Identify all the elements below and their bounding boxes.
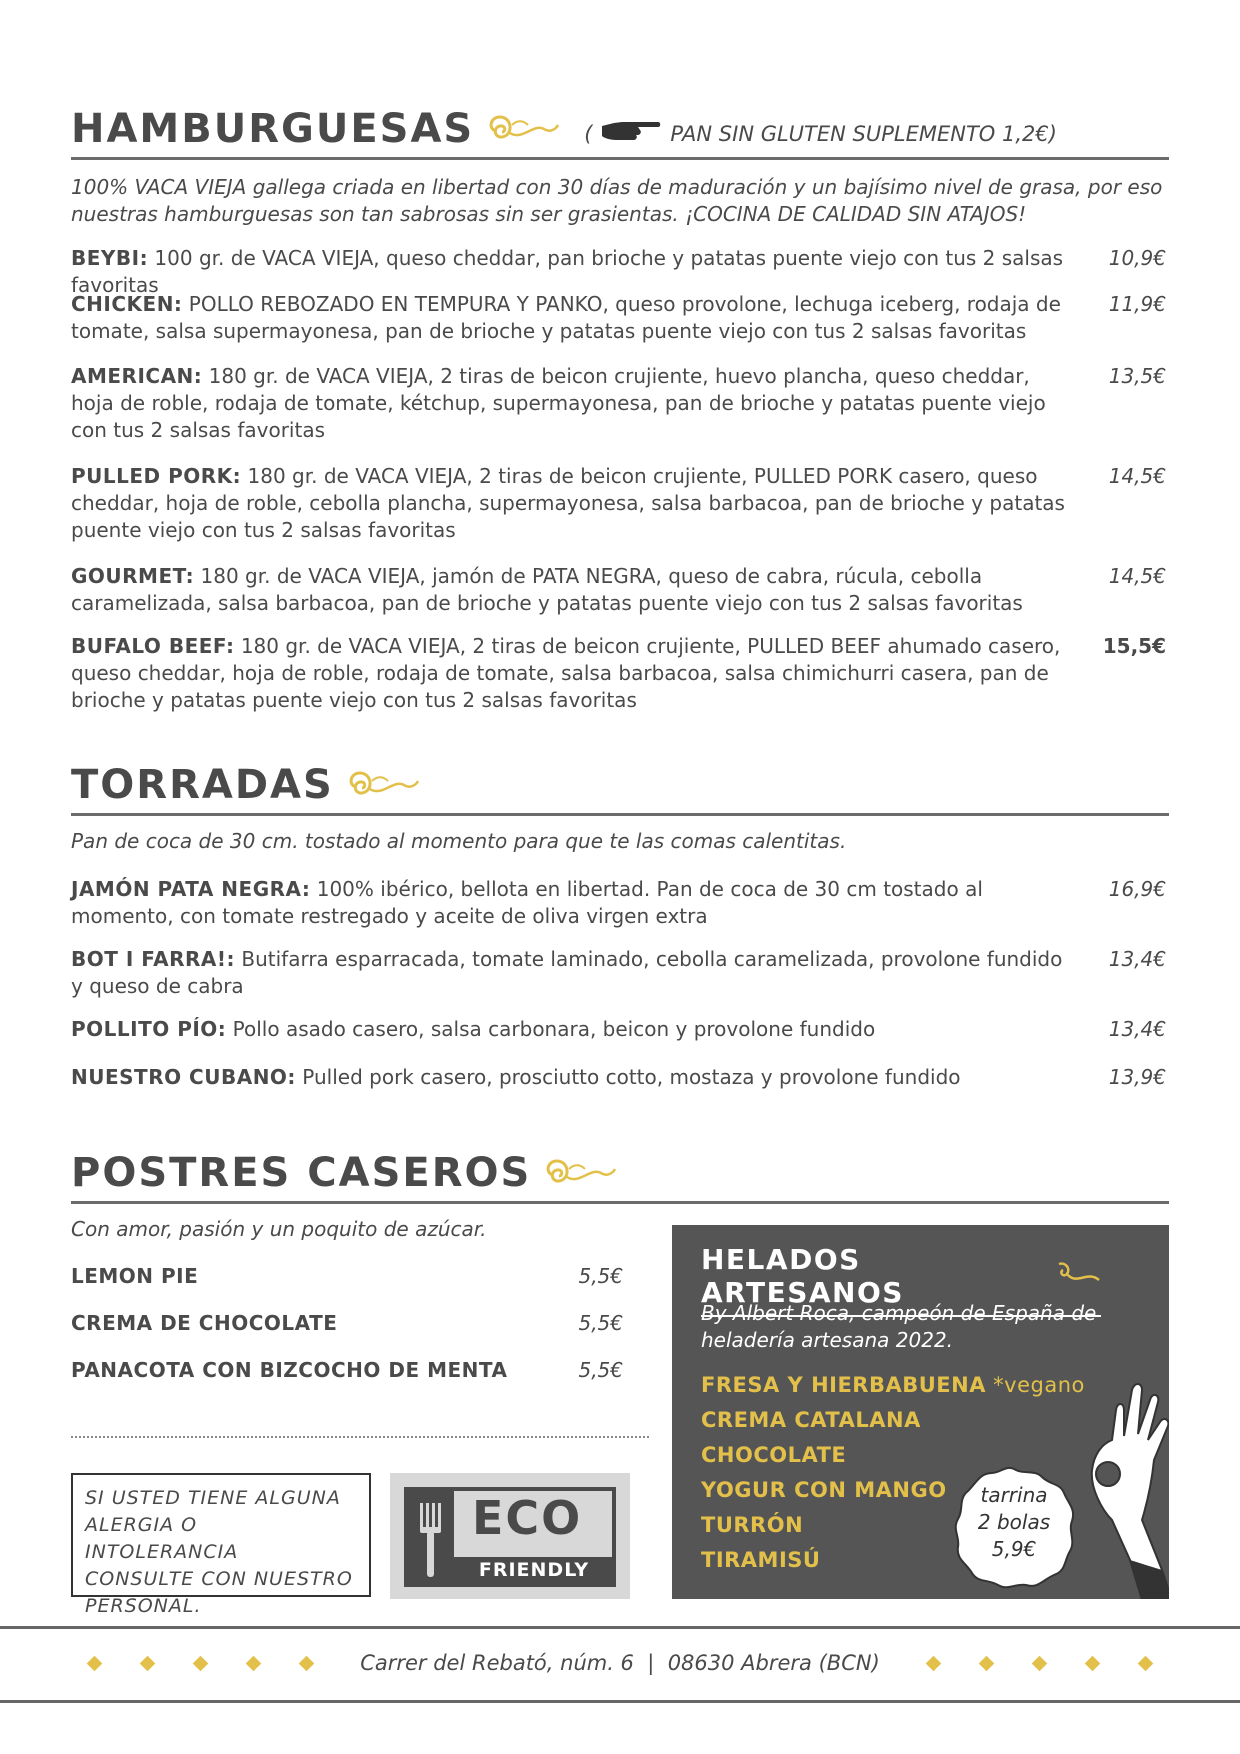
flavor-name: CHOCOLATE xyxy=(701,1443,847,1467)
diamond-icon xyxy=(193,1655,209,1671)
diamond-icon xyxy=(246,1655,262,1671)
dessert-lemon-pie xyxy=(71,1264,623,1288)
flavor-fresa xyxy=(701,1373,1085,1397)
dessert-price: 5,5€ xyxy=(578,1264,623,1288)
item-name: NUESTRO CUBANO: xyxy=(71,1065,296,1089)
item-desc: 180 gr. de VACA VIEJA, jamón de PATA NEGRA, queso de cabra, rúcula, cebolla caramelizada, salsa barbacoa, pan de brioche y patatas puente viejo con tus 2 salsas favoritas xyxy=(71,564,1023,615)
item-price: 13,4€ xyxy=(1108,947,1166,971)
item-name: GOURMET: xyxy=(71,564,195,588)
diamond-row-right xyxy=(928,1658,1151,1669)
dessert-price: 5,5€ xyxy=(578,1311,623,1335)
item-price: 13,5€ xyxy=(1108,364,1166,388)
diamond-row-left xyxy=(89,1658,312,1669)
menu-item-gourmet xyxy=(71,563,1169,617)
item-desc: Pollo asado casero, salsa carbonara, beicon y provolone fundido xyxy=(226,1017,876,1041)
flavor-name: YOGUR CON MANGO xyxy=(701,1478,947,1502)
gold-swirl-icon xyxy=(484,107,560,151)
menu-item-chicken xyxy=(71,291,1169,345)
helados-panel xyxy=(672,1225,1169,1599)
gluten-note xyxy=(584,118,1057,149)
menu-item-pulled-pork xyxy=(71,463,1169,544)
diamond-icon xyxy=(1032,1655,1048,1671)
flavor-tiramisu xyxy=(701,1548,820,1572)
eco-friendly-badge xyxy=(390,1473,630,1599)
item-desc: 180 gr. de VACA VIEJA, 2 tiras de beicon crujiente, PULLED BEEF ahumado casero, queso cheddar, hoja de roble, rodaja de tomate, salsa barbacoa, salsa chimichurri casera, pan de brioche y patatas puente viejo con tus 2 salsas favoritas xyxy=(71,634,1061,712)
item-desc: 100% ibérico, bellota en libertad. Pan de coca de 30 cm tostado al momento, con tomate restregado y aceite de oliva virgen extra xyxy=(71,877,983,928)
item-name: BEYBI: xyxy=(71,246,149,270)
item-name: CHICKEN: xyxy=(71,292,183,316)
helados-title-text: HELADOS ARTESANOS xyxy=(701,1243,904,1309)
flavor-turron xyxy=(701,1513,803,1537)
item-price: 10,9€ xyxy=(1108,246,1166,270)
item-price: 15,5€ xyxy=(1102,634,1166,658)
dessert-name: CREMA DE CHOCOLATE xyxy=(71,1311,338,1335)
item-price: 14,5€ xyxy=(1108,464,1166,488)
diamond-icon xyxy=(87,1655,103,1671)
gold-swirl-icon xyxy=(1055,1258,1101,1295)
diamond-icon xyxy=(979,1655,995,1671)
flavor-name: CREMA CATALANA xyxy=(701,1408,921,1432)
section-title: TORRADAS xyxy=(71,761,334,808)
menu-item-bufalo-beef xyxy=(71,633,1169,714)
item-name: PULLED PORK: xyxy=(71,464,242,488)
item-desc: 180 gr. de VACA VIEJA, 2 tiras de beicon crujiente, PULLED PORK casero, queso cheddar, hoja de roble, cebolla plancha, supermayonesa, salsa barbacoa, pan de brioche y patatas puente viejo con tus 2 salsas favoritas xyxy=(71,464,1065,542)
allergy-notice xyxy=(71,1473,371,1617)
diamond-icon xyxy=(299,1655,315,1671)
flavor-note: *vegano xyxy=(985,1373,1085,1397)
item-name: POLLITO PÍO: xyxy=(71,1017,227,1041)
gluten-open: ( xyxy=(584,121,593,146)
diamond-icon xyxy=(926,1655,942,1671)
item-desc: Pulled pork casero, prosciutto cotto, mostaza y provolone fundido xyxy=(295,1065,961,1089)
helados-intro: By Albert Roca, campeón de España de heladería artesana 2022. xyxy=(701,1301,1097,1352)
eco-word: ECO xyxy=(472,1491,583,1545)
flavor-name: TURRÓN xyxy=(701,1513,804,1537)
torradas-intro: Pan de coca de 30 cm. tostado al momento para que te las comas calentitas. xyxy=(71,829,847,853)
gold-swirl-icon xyxy=(344,763,420,807)
allergy-line: PERSONAL. xyxy=(85,1595,202,1617)
dessert-name: PANACOTA CON BIZCOCHO DE MENTA xyxy=(71,1358,508,1382)
price-badge-text xyxy=(950,1482,1078,1563)
menu-item-bot-i-farra xyxy=(71,946,1169,1000)
section-header-postres xyxy=(71,1144,1169,1204)
item-name: BUFALO BEEF: xyxy=(71,634,235,658)
badge-line: tarrina xyxy=(980,1483,1048,1507)
allergy-line: CONSULTE CON NUESTRO xyxy=(85,1568,353,1590)
flavor-crema-catalana xyxy=(701,1408,921,1432)
dessert-name: LEMON PIE xyxy=(71,1264,199,1288)
item-desc: 180 gr. de VACA VIEJA, 2 tiras de beicon crujiente, huevo plancha, queso cheddar, hoja de roble, rodaja de tomate, kétchup, supermayonesa, pan de brioche y patatas puente viejo con tus 2 salsas favoritas xyxy=(71,364,1046,442)
gluten-text: PAN SIN GLUTEN SUPLEMENTO 1,2€) xyxy=(670,121,1057,146)
ok-hand-icon xyxy=(1072,1370,1169,1599)
section-header-torradas xyxy=(71,756,1169,816)
allergy-line: SI USTED TIENE ALGUNA xyxy=(85,1487,341,1509)
section-title: POSTRES CASEROS xyxy=(71,1149,532,1196)
item-desc: POLLO REBOZADO EN TEMPURA Y PANKO, queso provolone, lechuga iceberg, rodaja de tomate, salsa supermayonesa, pan de brioche y patatas puente viejo con tus 2 salsas favoritas xyxy=(71,292,1061,343)
badge-line: 5,9€ xyxy=(991,1537,1037,1561)
footer-rule-bottom xyxy=(0,1700,1240,1703)
dessert-price: 5,5€ xyxy=(578,1358,623,1382)
dessert-panacota xyxy=(71,1358,623,1382)
menu-item-jamon-pata-negra xyxy=(71,876,1169,930)
section-title: HAMBURGUESAS xyxy=(71,105,475,152)
menu-item-pollito-pio xyxy=(71,1016,1169,1043)
item-name: BOT I FARRA!: xyxy=(71,947,235,971)
item-desc: Butifarra esparracada, tomate laminado, cebolla caramelizada, provolone fundido y queso de cabra xyxy=(71,947,1063,998)
postres-intro: Con amor, pasión y un poquito de azúcar. xyxy=(71,1217,487,1241)
item-price: 11,9€ xyxy=(1108,292,1166,316)
item-price: 16,9€ xyxy=(1108,877,1166,901)
gold-swirl-icon xyxy=(541,1151,617,1195)
dotted-divider xyxy=(71,1436,649,1438)
item-price: 13,4€ xyxy=(1108,1017,1166,1041)
menu-item-american xyxy=(71,363,1169,444)
item-desc: 100 gr. de VACA VIEJA, queso cheddar, pan brioche y patatas puente viejo con tus 2 salsas favoritas xyxy=(71,246,1064,297)
hamburguesas-intro: 100% VACA VIEJA gallega criada en libertad con 30 días de maduración y un bajísimo nivel de grasa, por eso nuestras hamburguesas son tan sabrosas sin ser grasientas. ¡COCINA DE CALIDAD SIN ATAJOS! xyxy=(71,175,1163,226)
pointing-hand-icon xyxy=(600,118,662,149)
item-name: AMERICAN: xyxy=(71,364,203,388)
footer-address: Carrer del Rebató, núm. 6 | 08630 Abrera (BCN) xyxy=(360,1651,880,1675)
flavor-chocolate xyxy=(701,1443,846,1467)
diamond-icon xyxy=(1138,1655,1154,1671)
section-header-hamburguesas xyxy=(71,100,1169,160)
footer xyxy=(0,1628,1240,1698)
eco-sub: FRIENDLY xyxy=(478,1559,590,1581)
dessert-crema-de-chocolate xyxy=(71,1311,623,1335)
menu-item-nuestro-cubano xyxy=(71,1064,1169,1091)
badge-line: 2 bolas xyxy=(977,1510,1051,1534)
diamond-icon xyxy=(1085,1655,1101,1671)
flavor-yogur-mango xyxy=(701,1478,947,1502)
item-name: JAMÓN PATA NEGRA: xyxy=(71,877,311,901)
item-price: 13,9€ xyxy=(1108,1065,1166,1089)
flavor-name: FRESA Y HIERBABUENA xyxy=(701,1373,986,1397)
allergy-line: ALERGIA O INTOLERANCIA xyxy=(85,1514,239,1563)
diamond-icon xyxy=(140,1655,156,1671)
item-price: 14,5€ xyxy=(1108,564,1166,588)
flavor-name: TIRAMISÚ xyxy=(701,1548,821,1572)
